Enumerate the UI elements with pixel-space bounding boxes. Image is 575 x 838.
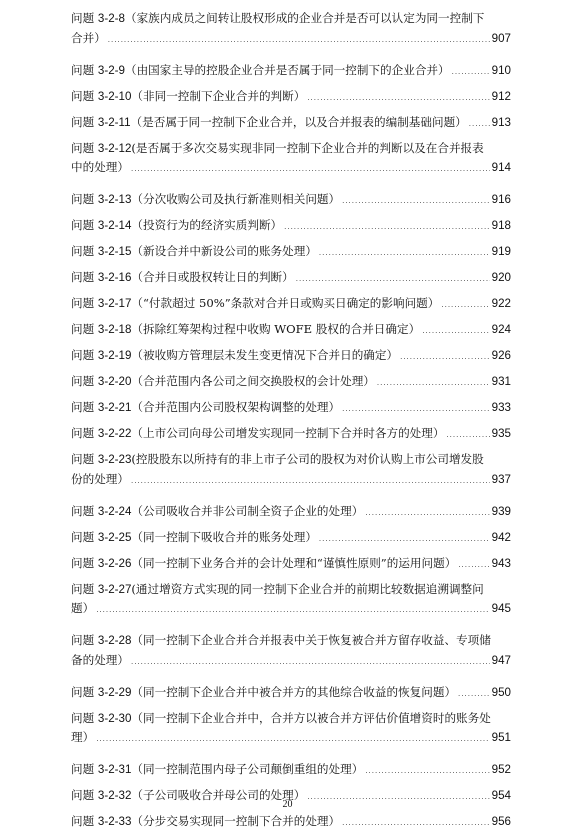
toc-entry[interactable] bbox=[71, 320, 511, 346]
dot-leader bbox=[377, 374, 490, 393]
entry-page: 910 bbox=[491, 63, 511, 77]
page-number: 20 bbox=[282, 799, 293, 810]
entry-label: 问题 bbox=[71, 684, 95, 699]
entry-page: 943 bbox=[491, 556, 511, 570]
toc-entry[interactable] bbox=[71, 760, 511, 786]
dot-leader bbox=[446, 426, 489, 445]
toc-entry[interactable] bbox=[71, 554, 511, 580]
toc-entry[interactable] bbox=[71, 61, 511, 87]
entry-number: 3-2-14 bbox=[97, 219, 132, 232]
entry-number: 3-2-10 bbox=[97, 89, 132, 103]
entry-number: 3-2-33 bbox=[97, 815, 132, 828]
entry-label: 问题 bbox=[71, 11, 95, 25]
entry-page: 926 bbox=[491, 349, 511, 362]
entry-number: 3-2-13 bbox=[97, 193, 132, 206]
dot-leader bbox=[131, 653, 490, 672]
entry-title: （同一控制下业务合并的会计处理和“谨慎性原则”的运用问题） bbox=[131, 555, 457, 570]
entry-title-continued: 份的处理） bbox=[71, 471, 129, 486]
entry-title: （合并范围内公司股权架构调整的处理） bbox=[131, 400, 341, 414]
entry-number: 3-2-16 bbox=[97, 271, 132, 284]
toc-entry[interactable] bbox=[71, 113, 511, 139]
toc-entry[interactable] bbox=[71, 372, 511, 398]
entry-title: （同一控制下吸收合并的账务处理） bbox=[131, 529, 317, 544]
entry-number: 3-2-32 bbox=[97, 789, 132, 802]
toc-entry[interactable] bbox=[71, 424, 511, 450]
entry-number: 3-2-27 bbox=[97, 582, 132, 596]
entry-page: 914 bbox=[491, 161, 511, 174]
entry-label: 问题 bbox=[71, 555, 95, 570]
entry-number: 3-2-21 bbox=[97, 401, 132, 414]
entry-number: 3-2-24 bbox=[97, 504, 132, 518]
entry-label: 问题 bbox=[71, 426, 95, 440]
dot-leader bbox=[108, 31, 490, 50]
toc-entry[interactable] bbox=[71, 580, 511, 632]
toc-entry[interactable] bbox=[71, 346, 511, 372]
entry-title: （非同一控制下企业合并的判断） bbox=[131, 88, 306, 103]
entry-title: (是否属于多次交易实现非同一控制下企业合并的判断以及在合并报表 bbox=[131, 140, 484, 155]
entry-title: （是否属于同一控制下企业合并，以及合并报表的编制基础问题） bbox=[130, 114, 467, 129]
toc-entry[interactable] bbox=[71, 631, 511, 683]
toc-entry[interactable] bbox=[71, 9, 511, 61]
toc-entry[interactable] bbox=[71, 190, 511, 216]
entry-page: 933 bbox=[491, 401, 511, 414]
entry-page: 950 bbox=[491, 685, 511, 699]
dot-leader bbox=[458, 556, 489, 575]
dot-leader bbox=[422, 322, 489, 341]
entry-title: （家族内成员之间转让股权形成的企业合并是否可以认定为同一控制下 bbox=[124, 11, 485, 25]
entry-label: 问题 bbox=[71, 503, 95, 518]
toc-entry[interactable] bbox=[71, 450, 511, 502]
entry-page: 939 bbox=[491, 504, 511, 518]
toc-entry[interactable] bbox=[71, 709, 511, 761]
dot-leader bbox=[458, 685, 490, 704]
entry-label: 问题 bbox=[71, 322, 95, 336]
entry-number: 3-2-26 bbox=[97, 556, 132, 570]
dot-leader bbox=[319, 244, 490, 263]
toc-entry[interactable] bbox=[71, 216, 511, 242]
entry-page: 922 bbox=[491, 297, 511, 310]
entry-page: 920 bbox=[491, 271, 511, 284]
toc-entry[interactable] bbox=[71, 528, 511, 554]
dot-leader bbox=[96, 601, 489, 620]
dot-leader bbox=[441, 296, 489, 315]
entry-label: 问题 bbox=[71, 581, 95, 596]
entry-title: （合并范围内各公司之间交换股权的会计处理） bbox=[131, 374, 375, 388]
entry-title: （同一控制范围内母子公司颠倒重组的处理） bbox=[131, 762, 364, 776]
entry-title: （被收购方管理层未发生变更情况下合并日的确定） bbox=[131, 348, 399, 362]
entry-page: 916 bbox=[491, 193, 511, 206]
entry-number: 3-2-25 bbox=[97, 530, 132, 544]
entry-title-continued: 理） bbox=[71, 730, 95, 744]
entry-number: 3-2-18 bbox=[97, 323, 132, 336]
entry-title: （上市公司向母公司增发实现同一控制下合并时各方的处理） bbox=[131, 426, 445, 440]
dot-leader bbox=[452, 63, 490, 82]
entry-title: （分步交易实现同一控制下合并的处理） bbox=[131, 814, 341, 828]
entry-label: 问题 bbox=[71, 400, 95, 414]
entry-page: 913 bbox=[491, 115, 511, 129]
entry-label: 问题 bbox=[71, 270, 95, 284]
entry-label: 问题 bbox=[71, 814, 95, 828]
entry-label: 问题 bbox=[71, 374, 95, 388]
dot-leader bbox=[319, 530, 490, 549]
entry-title-continued: 合并） bbox=[71, 30, 106, 45]
entry-title: （由国家主导的控股企业合并是否属于同一控制下的企业合并） bbox=[124, 62, 450, 77]
entry-title: （分次收购公司及执行新准则相关问题） bbox=[131, 192, 341, 206]
entry-number: 3-2-17 bbox=[97, 297, 132, 310]
dot-leader bbox=[365, 504, 489, 523]
entry-page: 907 bbox=[491, 31, 511, 45]
entry-number: 3-2-22 bbox=[97, 427, 132, 440]
entry-page: 918 bbox=[491, 219, 511, 232]
entry-label: 问题 bbox=[71, 762, 95, 776]
dot-leader bbox=[365, 762, 489, 781]
entry-number: 3-2-20 bbox=[97, 375, 132, 388]
entry-number: 3-2-29 bbox=[97, 685, 132, 699]
toc-entry[interactable] bbox=[71, 398, 511, 424]
dot-leader bbox=[342, 814, 490, 833]
entry-label: 问题 bbox=[71, 218, 95, 232]
entry-title-continued: 题） bbox=[71, 601, 95, 615]
entry-page: 935 bbox=[491, 427, 511, 440]
entry-label: 问题 bbox=[71, 710, 95, 725]
entry-number: 3-2-31 bbox=[97, 763, 132, 776]
dot-leader bbox=[469, 115, 490, 134]
entry-label: 问题 bbox=[71, 633, 95, 647]
entry-number: 3-2-15 bbox=[97, 245, 132, 258]
dot-leader bbox=[284, 218, 490, 237]
entry-number: 3-2-19 bbox=[97, 349, 132, 362]
entry-number: 3-2-8 bbox=[97, 12, 125, 25]
entry-number: 3-2-12 bbox=[97, 141, 132, 155]
entry-label: 问题 bbox=[71, 296, 95, 310]
entry-label: 问题 bbox=[71, 192, 95, 206]
toc-list bbox=[71, 9, 511, 838]
entry-title: （合并日或股权转让日的判断） bbox=[131, 270, 294, 284]
entry-title: （同一控制下企业合并合并报表中关于恢复被合并方留存收益、专项储 bbox=[131, 633, 491, 647]
entry-title-continued: 备的处理） bbox=[71, 652, 129, 667]
entry-title: (通过增资方式实现的同一控制下企业合并的前期比较数据追溯调整问 bbox=[131, 581, 484, 596]
entry-page: 951 bbox=[491, 731, 511, 744]
dot-leader bbox=[131, 160, 490, 179]
dot-leader bbox=[96, 730, 489, 749]
dot-leader bbox=[296, 270, 490, 289]
entry-page: 919 bbox=[491, 245, 511, 258]
entry-page: 942 bbox=[491, 530, 511, 544]
entry-label: 问题 bbox=[71, 88, 95, 103]
entry-label: 问题 bbox=[71, 62, 95, 77]
entry-title: （投资行为的经济实质判断） bbox=[131, 218, 283, 232]
entry-page: 924 bbox=[491, 323, 511, 336]
entry-label: 问题 bbox=[71, 114, 95, 129]
entry-page: 954 bbox=[491, 789, 511, 802]
toc-entry[interactable] bbox=[71, 294, 511, 320]
entry-number: 3-2-30 bbox=[97, 711, 132, 725]
entry-page: 952 bbox=[491, 763, 511, 776]
entry-label: 问题 bbox=[71, 452, 95, 466]
dot-leader bbox=[131, 472, 490, 491]
dot-leader bbox=[400, 348, 490, 367]
toc-entry[interactable] bbox=[71, 502, 511, 528]
entry-title: （公司吸收合并非公司制全资子企业的处理） bbox=[131, 503, 364, 518]
entry-number: 3-2-23 bbox=[97, 453, 132, 466]
entry-number: 3-2-28 bbox=[97, 634, 132, 647]
entry-page: 956 bbox=[491, 815, 511, 828]
toc-entry[interactable] bbox=[71, 87, 511, 113]
dot-leader bbox=[342, 400, 490, 419]
toc-entry[interactable] bbox=[71, 139, 511, 191]
entry-title-continued: 中的处理） bbox=[71, 160, 129, 174]
entry-title: （“付款超过 50%”条款对合并日或购买日确定的影响问题） bbox=[131, 296, 440, 310]
entry-number: 3-2-11 bbox=[97, 115, 131, 129]
entry-number: 3-2-9 bbox=[97, 63, 125, 77]
entry-title: （同一控制下企业合并中，合并方以被合并方评估价值增资时的账务处 bbox=[131, 710, 491, 725]
entry-title: （新设合并中新设公司的账务处理） bbox=[131, 244, 317, 258]
entry-label: 问题 bbox=[71, 788, 95, 802]
toc-entry[interactable] bbox=[71, 242, 511, 268]
dot-leader bbox=[342, 192, 490, 211]
entry-title: （拆除红筹架构过程中收购 WOFE 股权的合并日确定） bbox=[131, 322, 421, 336]
entry-label: 问题 bbox=[71, 244, 95, 258]
entry-page: 931 bbox=[491, 375, 511, 388]
entry-title: (控股股东以所持有的非上市子公司的股权为对价认购上市公司增发股 bbox=[131, 452, 484, 466]
entry-page: 912 bbox=[491, 89, 511, 103]
entry-page: 945 bbox=[491, 602, 511, 615]
entry-label: 问题 bbox=[71, 140, 95, 155]
toc-entry[interactable] bbox=[71, 268, 511, 294]
entry-page: 947 bbox=[491, 653, 511, 667]
entry-title: （子公司吸收合并母公司的处理） bbox=[131, 788, 306, 802]
entry-label: 问题 bbox=[71, 348, 95, 362]
toc-entry[interactable] bbox=[71, 683, 511, 709]
entry-page: 937 bbox=[491, 472, 511, 486]
entry-label: 问题 bbox=[71, 529, 95, 544]
dot-leader bbox=[307, 89, 489, 108]
entry-title: （同一控制下企业合并中被合并方的其他综合收益的恢复问题） bbox=[131, 684, 457, 699]
